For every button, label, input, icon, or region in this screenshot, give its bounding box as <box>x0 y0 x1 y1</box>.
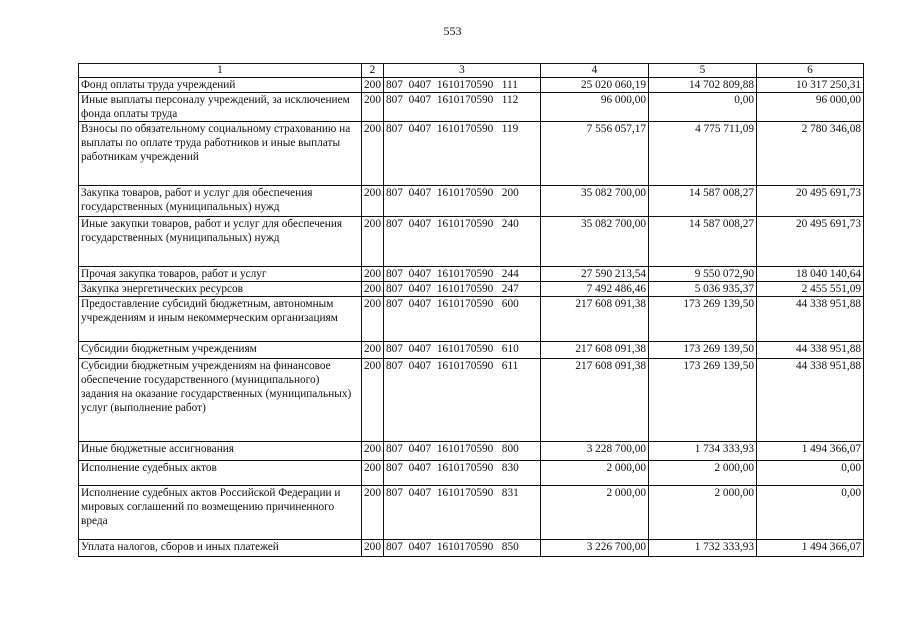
table-row <box>79 78 864 93</box>
row-code: 807 0407 1610170590 200 <box>384 186 541 217</box>
row-value-4: 217 608 091,38 <box>541 359 649 442</box>
row-value-6: 1 494 366,07 <box>757 442 864 461</box>
row-value-6: 2 780 346,08 <box>757 122 864 186</box>
row-name: Закупка товаров, работ и услуг для обеспечения государственных (муниципальных) нужд <box>79 186 362 217</box>
column-header: 1 <box>79 64 362 78</box>
row-column-2: 200 <box>362 461 384 486</box>
row-value-6: 20 495 691,73 <box>757 217 864 267</box>
row-code: 807 0407 1610170590 240 <box>384 217 541 267</box>
row-value-4: 217 608 091,38 <box>541 297 649 342</box>
row-column-2: 200 <box>362 186 384 217</box>
row-name: Субсидии бюджетным учреждениям на финансовое обеспечение государственного (муниципального) задания на оказание государственных (муниципальных) услуг (выполнение работ) <box>79 359 362 442</box>
row-value-5: 4 775 711,09 <box>649 122 757 186</box>
row-value-5: 1 732 333,93 <box>649 540 757 557</box>
row-value-4: 35 082 700,00 <box>541 186 649 217</box>
row-value-6: 2 455 551,09 <box>757 282 864 297</box>
row-name: Иные выплаты персоналу учреждений, за исключением фонда оплаты труда <box>79 93 362 122</box>
row-name: Прочая закупка товаров, работ и услуг <box>79 267 362 282</box>
row-name: Иные бюджетные ассигнования <box>79 442 362 461</box>
table-row <box>79 297 864 342</box>
table-row <box>79 267 864 282</box>
row-column-2: 200 <box>362 217 384 267</box>
row-value-4: 217 608 091,38 <box>541 342 649 359</box>
row-name: Закупка энергетических ресурсов <box>79 282 362 297</box>
row-name: Исполнение судебных актов <box>79 461 362 486</box>
row-value-4: 2 000,00 <box>541 486 649 540</box>
row-value-4: 3 228 700,00 <box>541 442 649 461</box>
row-value-4: 35 082 700,00 <box>541 217 649 267</box>
row-column-2: 200 <box>362 282 384 297</box>
column-header: 6 <box>757 64 864 78</box>
header-row <box>79 64 864 78</box>
table-row <box>79 486 864 540</box>
row-value-6: 10 317 250,31 <box>757 78 864 93</box>
row-value-6: 96 000,00 <box>757 93 864 122</box>
row-column-2: 200 <box>362 359 384 442</box>
row-code: 807 0407 1610170590 850 <box>384 540 541 557</box>
row-code: 807 0407 1610170590 831 <box>384 486 541 540</box>
row-value-6: 44 338 951,88 <box>757 297 864 342</box>
row-code: 807 0407 1610170590 611 <box>384 359 541 442</box>
row-name: Фонд оплаты труда учреждений <box>79 78 362 93</box>
row-value-4: 3 226 700,00 <box>541 540 649 557</box>
row-column-2: 200 <box>362 486 384 540</box>
row-value-5: 173 269 139,50 <box>649 342 757 359</box>
row-value-6: 44 338 951,88 <box>757 342 864 359</box>
row-column-2: 200 <box>362 267 384 282</box>
row-value-5: 0,00 <box>649 93 757 122</box>
column-header: 2 <box>362 64 384 78</box>
row-value-4: 7 492 486,46 <box>541 282 649 297</box>
row-value-5: 14 587 008,27 <box>649 217 757 267</box>
row-value-5: 173 269 139,50 <box>649 297 757 342</box>
row-value-5: 5 036 935,37 <box>649 282 757 297</box>
table-row <box>79 282 864 297</box>
row-value-6: 0,00 <box>757 486 864 540</box>
row-value-5: 9 550 072,90 <box>649 267 757 282</box>
row-name: Взносы по обязательному социальному страхованию на выплаты по оплате труда работников и иные выплаты работникам учреждений <box>79 122 362 186</box>
row-column-2: 200 <box>362 540 384 557</box>
row-code: 807 0407 1610170590 800 <box>384 442 541 461</box>
budget-table <box>78 63 864 557</box>
table-row <box>79 186 864 217</box>
row-value-6: 18 040 140,64 <box>757 267 864 282</box>
row-code: 807 0407 1610170590 112 <box>384 93 541 122</box>
row-value-6: 20 495 691,73 <box>757 186 864 217</box>
row-value-5: 14 702 809,88 <box>649 78 757 93</box>
row-value-6: 44 338 951,88 <box>757 359 864 442</box>
row-code: 807 0407 1610170590 830 <box>384 461 541 486</box>
table-row <box>79 540 864 557</box>
table-row <box>79 359 864 442</box>
column-header: 3 <box>384 64 541 78</box>
row-value-6: 0,00 <box>757 461 864 486</box>
table-row <box>79 461 864 486</box>
row-code: 807 0407 1610170590 247 <box>384 282 541 297</box>
row-code: 807 0407 1610170590 244 <box>384 267 541 282</box>
row-value-4: 7 556 057,17 <box>541 122 649 186</box>
row-value-6: 1 494 366,07 <box>757 540 864 557</box>
row-code: 807 0407 1610170590 600 <box>384 297 541 342</box>
row-value-4: 27 590 213,54 <box>541 267 649 282</box>
row-name: Исполнение судебных актов Российской Федерации и мировых соглашений по возмещению причиненного вреда <box>79 486 362 540</box>
row-column-2: 200 <box>362 78 384 93</box>
row-column-2: 200 <box>362 122 384 186</box>
row-column-2: 200 <box>362 297 384 342</box>
row-column-2: 200 <box>362 93 384 122</box>
row-name: Субсидии бюджетным учреждениям <box>79 342 362 359</box>
row-value-5: 1 734 333,93 <box>649 442 757 461</box>
row-name: Уплата налогов, сборов и иных платежей <box>79 540 362 557</box>
column-header: 4 <box>541 64 649 78</box>
row-column-2: 200 <box>362 342 384 359</box>
page-number: 553 <box>443 24 462 38</box>
table-row <box>79 122 864 186</box>
row-code: 807 0407 1610170590 111 <box>384 78 541 93</box>
row-code: 807 0407 1610170590 610 <box>384 342 541 359</box>
row-value-4: 2 000,00 <box>541 461 649 486</box>
row-value-5: 173 269 139,50 <box>649 359 757 442</box>
row-value-5: 14 587 008,27 <box>649 186 757 217</box>
row-value-4: 96 000,00 <box>541 93 649 122</box>
row-column-2: 200 <box>362 442 384 461</box>
table-row <box>79 342 864 359</box>
row-name: Предоставление субсидий бюджетным, автономным учреждениям и иным некоммерческим организациям <box>79 297 362 342</box>
row-value-5: 2 000,00 <box>649 461 757 486</box>
column-header: 5 <box>649 64 757 78</box>
row-value-4: 25 020 060,19 <box>541 78 649 93</box>
table-row <box>79 442 864 461</box>
table-row <box>79 93 864 122</box>
row-code: 807 0407 1610170590 119 <box>384 122 541 186</box>
row-name: Иные закупки товаров, работ и услуг для обеспечения государственных (муниципальных) нужд <box>79 217 362 267</box>
table-row <box>79 217 864 267</box>
row-value-5: 2 000,00 <box>649 486 757 540</box>
